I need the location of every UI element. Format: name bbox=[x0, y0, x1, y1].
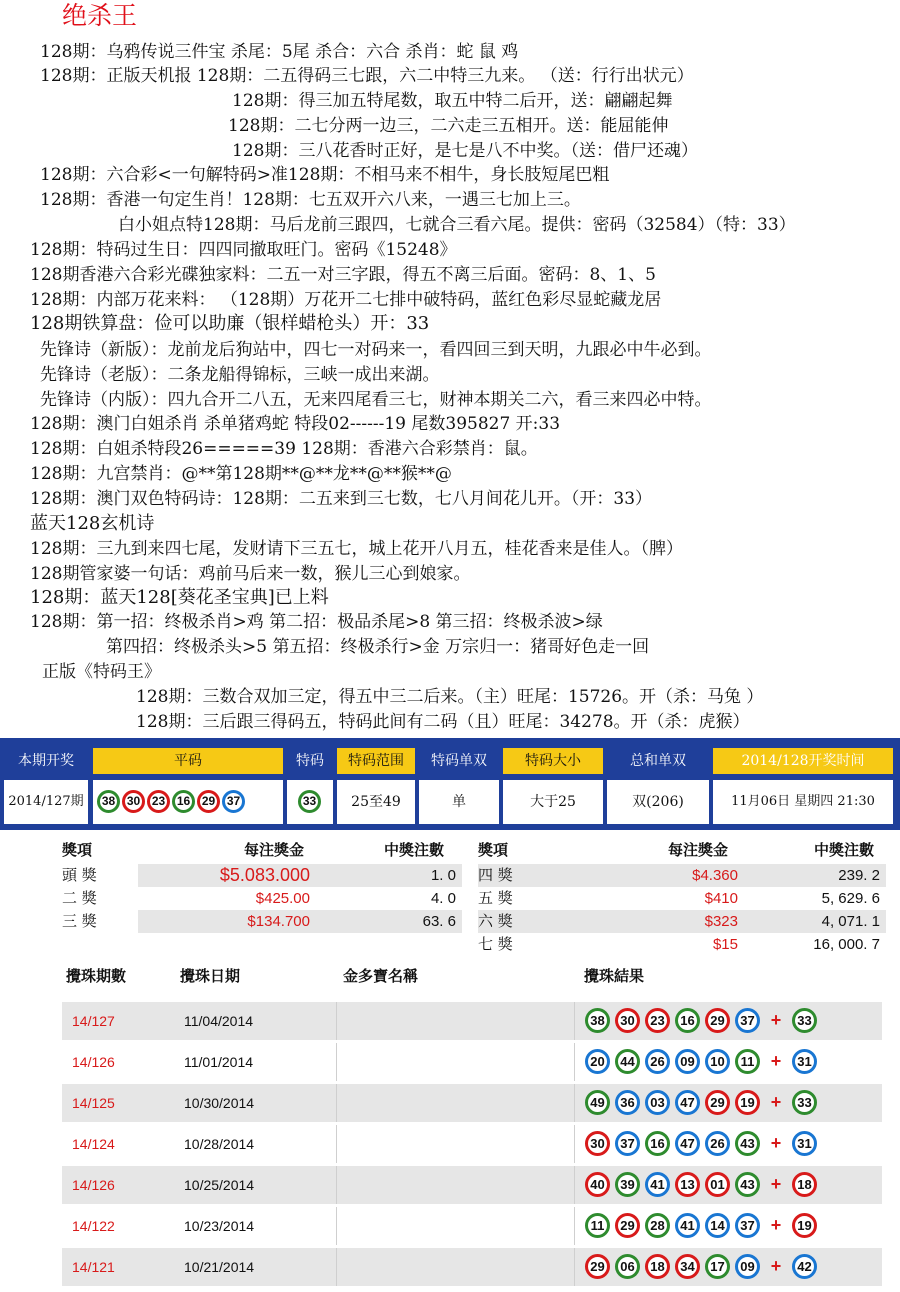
column-divider bbox=[336, 1084, 337, 1122]
lottery-ball: 43 bbox=[735, 1131, 760, 1156]
special-ball bbox=[298, 790, 321, 813]
prize-amount: $15 bbox=[712, 936, 738, 953]
lottery-ball: 49 bbox=[585, 1090, 610, 1115]
draw-period: 2014/127期 bbox=[4, 780, 88, 824]
column-divider bbox=[336, 1002, 337, 1040]
lottery-ball: 16 bbox=[172, 790, 195, 813]
header-current-draw: 本期开奖 bbox=[4, 748, 88, 774]
history-row bbox=[62, 1166, 882, 1204]
prize-name: 五 獎 bbox=[478, 889, 513, 907]
prize-amount: $410 bbox=[704, 890, 738, 907]
history-balls bbox=[585, 1090, 817, 1115]
column-divider bbox=[574, 1207, 575, 1245]
header-next-draw-time: 2014/128开奖时间 bbox=[713, 748, 893, 774]
lottery-ball: 44 bbox=[615, 1049, 640, 1074]
prize-count: 63. 6 bbox=[422, 913, 456, 930]
text-line: 先锋诗（新版）：龙前龙后狗站中，四七一对码来一，看四回三到天明，九跟必中牛必到。 bbox=[40, 340, 712, 360]
page-title: 绝杀王 bbox=[62, 1, 138, 30]
prize-count: 1. 0 bbox=[430, 867, 456, 884]
lottery-ball: 29 bbox=[197, 790, 220, 813]
lottery-ball: 37 bbox=[222, 790, 245, 813]
text-line: 128期：白姐杀特段26=====39 128期：香港六合彩禁肖：鼠。 bbox=[30, 439, 538, 459]
lottery-ball: 17 bbox=[705, 1254, 730, 1279]
history-balls bbox=[585, 1131, 817, 1156]
lottery-ball: 33 bbox=[792, 1008, 817, 1033]
lottery-ball: 23 bbox=[645, 1008, 670, 1033]
normal-balls bbox=[97, 790, 245, 813]
history-date: 10/25/2014 bbox=[184, 1177, 255, 1193]
lottery-ball: 30 bbox=[122, 790, 145, 813]
column-divider bbox=[574, 1125, 575, 1163]
plus-sign: + bbox=[770, 1092, 782, 1112]
lottery-ball: 43 bbox=[735, 1172, 760, 1197]
text-line: 128期：特码过生日：四四同撤取旺门。密码《15248》 bbox=[30, 240, 457, 260]
column-divider bbox=[336, 1125, 337, 1163]
history-row bbox=[62, 1043, 882, 1081]
text-line: 128期：乌鸦传说三件宝 杀尾：5尾 杀合：六合 杀肖：蛇 鼠 鸡 bbox=[40, 42, 519, 62]
header-special-odd-even: 特码单双 bbox=[419, 748, 499, 774]
history-period: 14/121 bbox=[72, 1259, 115, 1275]
lottery-ball: 19 bbox=[792, 1213, 817, 1238]
prize-count: 16, 000. 7 bbox=[813, 936, 880, 953]
lottery-ball: 29 bbox=[615, 1213, 640, 1238]
lottery-ball: 30 bbox=[585, 1131, 610, 1156]
history-period: 14/122 bbox=[72, 1218, 115, 1234]
lottery-ball: 33 bbox=[298, 790, 321, 813]
lottery-ball: 18 bbox=[645, 1254, 670, 1279]
lottery-ball: 16 bbox=[675, 1008, 700, 1033]
prize-header-name-right: 獎項 bbox=[478, 841, 509, 859]
header-special-range: 特码范围 bbox=[337, 748, 415, 774]
prize-header-count-right: 中獎注數 bbox=[814, 841, 875, 859]
history-row bbox=[62, 1084, 882, 1122]
history-header-date: 攪珠日期 bbox=[180, 967, 241, 985]
lottery-ball: 09 bbox=[735, 1254, 760, 1279]
history-balls bbox=[585, 1254, 817, 1279]
prize-name: 七 獎 bbox=[478, 935, 513, 953]
special-odd-even: 单 bbox=[419, 780, 499, 824]
prize-name: 六 獎 bbox=[478, 912, 513, 930]
history-row bbox=[62, 1248, 882, 1286]
text-line: 128期：蓝天128[葵花圣宝典]已上料 bbox=[30, 587, 329, 608]
column-divider bbox=[336, 1248, 337, 1286]
text-line: 先锋诗（内版）：四九合开二八五，无来四尾看三七，财神本期关二六，看三来四必中特。 bbox=[40, 390, 712, 410]
history-header-name: 金多寶名稱 bbox=[343, 967, 419, 985]
column-divider bbox=[336, 1207, 337, 1245]
lottery-ball: 41 bbox=[645, 1172, 670, 1197]
lottery-ball: 10 bbox=[705, 1049, 730, 1074]
history-header-result: 攪珠結果 bbox=[584, 967, 645, 985]
text-line: 128期：正版天机报 128期：二五得码三七跟，六二中特三九来。 （送：行行出状元） bbox=[40, 66, 694, 86]
history-date: 10/21/2014 bbox=[184, 1259, 255, 1275]
text-line: 128期：三数合双加三定，得五中三二后来。（主）旺尾：15726。开（杀：马兔 ） bbox=[136, 687, 764, 707]
lottery-ball: 38 bbox=[97, 790, 120, 813]
prize-name: 四 獎 bbox=[478, 866, 513, 884]
lottery-ball: 31 bbox=[792, 1131, 817, 1156]
history-date: 11/01/2014 bbox=[184, 1054, 254, 1070]
lottery-ball: 29 bbox=[705, 1090, 730, 1115]
history-balls bbox=[585, 1172, 817, 1197]
lottery-ball: 37 bbox=[735, 1213, 760, 1238]
lottery-ball: 19 bbox=[735, 1090, 760, 1115]
lottery-ball: 28 bbox=[645, 1213, 670, 1238]
lottery-ball: 18 bbox=[792, 1172, 817, 1197]
sum-odd-even: 双(206) bbox=[607, 780, 709, 824]
lottery-ball: 16 bbox=[645, 1131, 670, 1156]
prize-header-amount-right: 每注獎金 bbox=[668, 841, 729, 859]
history-period: 14/124 bbox=[72, 1136, 115, 1152]
lottery-ball: 03 bbox=[645, 1090, 670, 1115]
lottery-ball: 30 bbox=[615, 1008, 640, 1033]
lottery-ball: 33 bbox=[792, 1090, 817, 1115]
text-line: 128期：六合彩<一句解特码>准128期：不相马来不相牛，身长肢短尾巴粗 bbox=[40, 165, 610, 185]
text-line: 128期：九宫禁肖：@**第128期**@**龙**@**猴**@ bbox=[30, 464, 452, 484]
lottery-ball: 41 bbox=[675, 1213, 700, 1238]
history-balls bbox=[585, 1213, 817, 1238]
lottery-ball: 01 bbox=[705, 1172, 730, 1197]
lottery-ball: 29 bbox=[705, 1008, 730, 1033]
history-date: 10/30/2014 bbox=[184, 1095, 255, 1111]
lottery-ball: 06 bbox=[615, 1254, 640, 1279]
history-row bbox=[62, 1125, 882, 1163]
column-divider bbox=[574, 1002, 575, 1040]
history-row bbox=[62, 1002, 882, 1040]
lottery-ball: 47 bbox=[675, 1090, 700, 1115]
column-divider bbox=[336, 1043, 337, 1081]
text-line: 128期：香港一句定生肖！128期：七五双开六八来，一遇三七加上三。 bbox=[40, 190, 581, 210]
lottery-ball: 26 bbox=[705, 1131, 730, 1156]
text-line: 128期：得三加五特尾数，取五中特二后开，送：翩翩起舞 bbox=[232, 91, 673, 111]
lottery-ball: 09 bbox=[675, 1049, 700, 1074]
plus-sign: + bbox=[770, 1174, 782, 1194]
text-line: 白小姐点特128期：马后龙前三跟四，七就合三看六尾。提供：密码（32584）（特：33） bbox=[118, 215, 796, 235]
prize-header-name-left: 獎項 bbox=[62, 841, 93, 859]
prize-row bbox=[478, 864, 886, 887]
history-period: 14/125 bbox=[72, 1095, 115, 1111]
text-line: 128期：三九到来四七尾，发财请下三五七，城上花开八月五，桂花香来是佳人。（脾） bbox=[30, 539, 683, 559]
text-line: 128期：三八花香时正好，是七是八不中奖。（送：借尸还魂） bbox=[232, 141, 698, 161]
plus-sign: + bbox=[770, 1215, 782, 1235]
prize-amount: $134.700 bbox=[247, 913, 310, 930]
lottery-ball: 13 bbox=[675, 1172, 700, 1197]
text-line: 蓝天128玄机诗 bbox=[30, 513, 155, 534]
prize-amount: $5.083.000 bbox=[219, 865, 310, 885]
history-balls bbox=[585, 1049, 817, 1074]
text-line: 128期：第一招：终极杀肖>鸡 第二招：极品杀尾>8 第三招：终极杀波>绿 bbox=[30, 612, 603, 632]
plus-sign: + bbox=[770, 1133, 782, 1153]
prize-row bbox=[478, 933, 886, 956]
plus-sign: + bbox=[770, 1256, 782, 1276]
lottery-ball: 20 bbox=[585, 1049, 610, 1074]
prize-amount: $4.360 bbox=[692, 867, 738, 884]
column-divider bbox=[574, 1166, 575, 1204]
text-line: 正版《特码王》 bbox=[42, 662, 161, 682]
text-line: 128期：澳门双色特码诗：128期：二五来到三七数，七八月间花儿开。（开：33） bbox=[30, 489, 653, 509]
text-line: 128期铁算盘：俭可以助廉（银样蜡枪头）开：33 bbox=[30, 313, 430, 334]
next-draw-time: 11月06日 星期四 21:30 bbox=[713, 780, 893, 824]
header-special-size: 特码大小 bbox=[503, 748, 603, 774]
prize-name: 二 獎 bbox=[62, 889, 97, 907]
text-line: 128期：内部万花来料： （128期）万花开二七排中破特码，蓝红色彩尽显蛇藏龙居 bbox=[30, 290, 662, 310]
special-ball-cell bbox=[287, 780, 333, 824]
text-line: 128期：二七分两一边三，二六走三五相开。送：能屈能伸 bbox=[228, 116, 669, 136]
lottery-ball: 40 bbox=[585, 1172, 610, 1197]
prize-name: 三 獎 bbox=[62, 910, 138, 933]
lottery-ball: 38 bbox=[585, 1008, 610, 1033]
prize-header-amount-left: 每注獎金 bbox=[244, 841, 305, 859]
history-header-period: 攪珠期數 bbox=[66, 967, 127, 985]
prize-count: 239. 2 bbox=[838, 867, 880, 884]
lottery-ball: 37 bbox=[615, 1131, 640, 1156]
column-divider bbox=[336, 1166, 337, 1204]
prize-amount: $323 bbox=[704, 913, 738, 930]
history-period: 14/127 bbox=[72, 1013, 115, 1029]
column-divider bbox=[574, 1248, 575, 1286]
text-line: 128期：三后跟三得码五，特码此间有二码（且）旺尾：34278。开（杀：虎猴） bbox=[136, 712, 750, 732]
lottery-ball: 39 bbox=[615, 1172, 640, 1197]
lottery-ball: 36 bbox=[615, 1090, 640, 1115]
prize-count: 4. 0 bbox=[430, 890, 456, 907]
lottery-ball: 11 bbox=[585, 1213, 610, 1238]
prize-row bbox=[62, 864, 462, 887]
header-normal-numbers: 平码 bbox=[93, 748, 283, 774]
prize-row bbox=[62, 887, 462, 910]
history-period: 14/126 bbox=[72, 1177, 115, 1193]
lottery-ball: 31 bbox=[792, 1049, 817, 1074]
lottery-ball: 37 bbox=[735, 1008, 760, 1033]
lottery-ball: 11 bbox=[735, 1049, 760, 1074]
text-line: 先锋诗（老版）：二条龙船得锦标，三峡一成出来湖。 bbox=[40, 365, 440, 385]
prize-name: 頭 獎 bbox=[62, 864, 138, 887]
history-date: 10/28/2014 bbox=[184, 1136, 255, 1152]
prize-count: 5, 629. 6 bbox=[821, 890, 880, 907]
plus-sign: + bbox=[770, 1010, 782, 1030]
text-line: 128期香港六合彩光碟独家料：二五一对三字跟，得五不离三后面。密码：8、1、5 bbox=[30, 265, 656, 285]
prize-row bbox=[478, 887, 886, 910]
prize-count: 4, 071. 1 bbox=[821, 913, 880, 930]
special-size: 大于25 bbox=[503, 780, 603, 824]
column-divider bbox=[574, 1043, 575, 1081]
special-range: 25至49 bbox=[337, 780, 415, 824]
header-sum-odd-even: 总和单双 bbox=[607, 748, 709, 774]
prize-amount: $425.00 bbox=[255, 890, 310, 907]
history-balls bbox=[585, 1008, 817, 1033]
lottery-ball: 34 bbox=[675, 1254, 700, 1279]
text-line: 128期：澳门白姐杀肖 杀单猪鸡蛇 特段02------19 尾数395827 开:33 bbox=[30, 414, 561, 434]
lottery-ball: 14 bbox=[705, 1213, 730, 1238]
prize-row bbox=[62, 910, 462, 933]
text-line: 第四招：终极杀头>5 第五招：终极杀行>金 万宗归一：猪哥好色走一回 bbox=[106, 637, 650, 657]
column-divider bbox=[574, 1084, 575, 1122]
plus-sign: + bbox=[770, 1051, 782, 1071]
lottery-ball: 26 bbox=[645, 1049, 670, 1074]
history-date: 10/23/2014 bbox=[184, 1218, 255, 1234]
lottery-ball: 23 bbox=[147, 790, 170, 813]
history-period: 14/126 bbox=[72, 1054, 115, 1070]
history-row bbox=[62, 1207, 882, 1245]
normal-balls-cell bbox=[93, 780, 283, 824]
header-special-number: 特码 bbox=[287, 748, 333, 774]
lottery-ball: 47 bbox=[675, 1131, 700, 1156]
text-line: 128期管家婆一句话：鸡前马后来一数，猴儿三心到娘家。 bbox=[30, 564, 471, 584]
prize-header-count-left: 中獎注數 bbox=[384, 841, 445, 859]
prize-row bbox=[478, 910, 886, 933]
history-date: 11/04/2014 bbox=[184, 1013, 254, 1029]
lottery-ball: 29 bbox=[585, 1254, 610, 1279]
lottery-ball: 42 bbox=[792, 1254, 817, 1279]
